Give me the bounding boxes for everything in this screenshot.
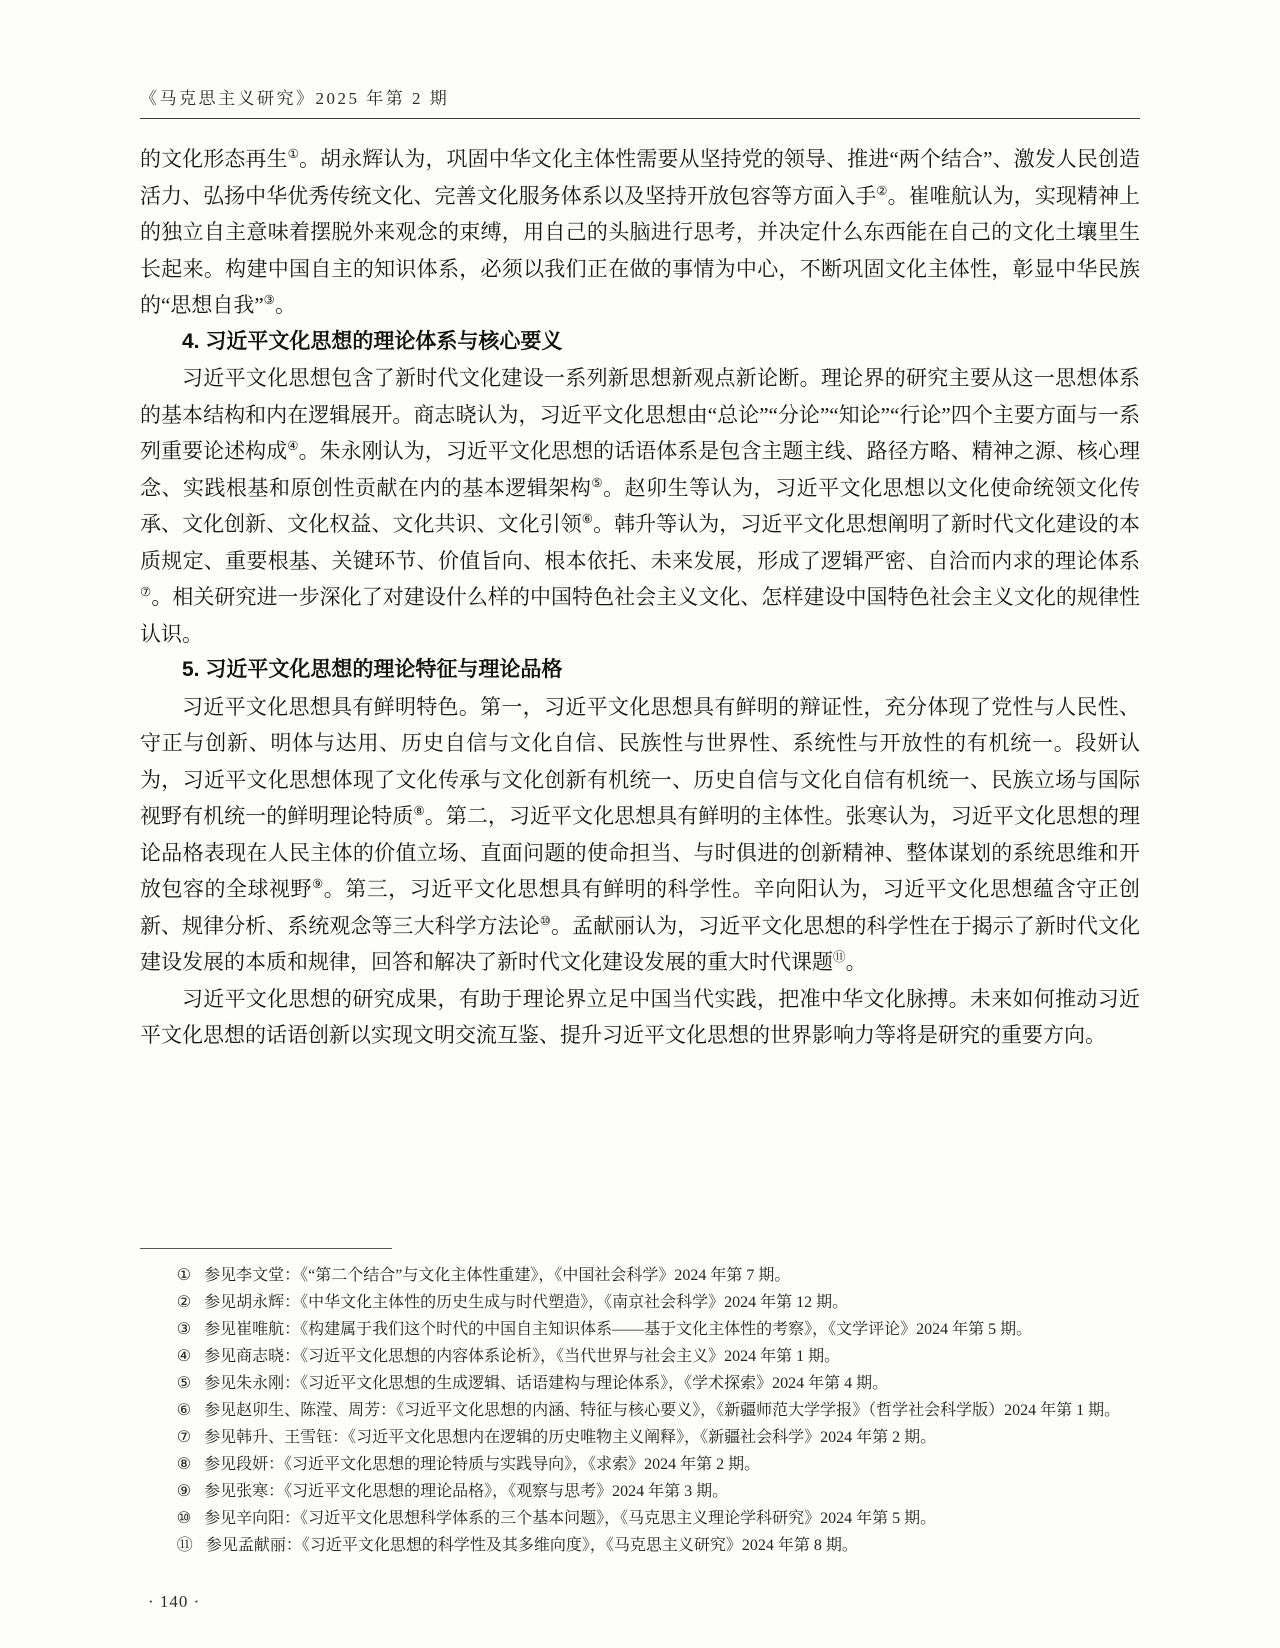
footnote-item [140,1316,1152,1343]
page-footer [148,1592,200,1612]
footnote-item [140,1505,1152,1532]
footnote-text: 参见赵卯生、陈滢、周芳：《习近平文化思想的内涵、特征与核心要义》，《新疆师范大学学报》（哲学社会科学版）2024 年第 1 期。 [204,1402,1121,1419]
page-header [140,84,1140,119]
footnote-marker: ② [176,1294,192,1311]
footnote-text: 参见韩升、王雪钰：《习近平文化思想内在逻辑的历史唯物主义阐释》，《新疆社会科学》2024 年第 2 期。 [204,1429,937,1446]
footnote-item [140,1451,1152,1478]
footnote-item [140,1532,1152,1559]
footnote-marker: ① [176,1267,192,1284]
footnote-marker: ⑥ [176,1402,192,1419]
footnote-item [140,1370,1152,1397]
footnote-item [140,1478,1152,1505]
section-4-paragraph: 习近平文化思想包含了新时代文化建设一系列新思想新观点新论断。理论界的研究主要从这一思想体系的基本结构和内在逻辑展开。商志晓认为，习近平文化思想由“总论”“分论”“知论”“行论”四个主要方面与一系列重要论述构成④。朱永刚认为，习近平文化思想的话语体系是包含主题主线、路径方略、精神之源、核心理念、实践根基和原创性贡献在内的基本逻辑架构⑤。赵卯生等认为，习近平文化思想以文化使命统领文化传承、文化创新、文化权益、文化共识、文化引领⑥。韩升等认为，习近平文化思想阐明了新时代文化建设的本质规定、重要根基、关键环节、价值旨向、根本依托、未来发展，形成了逻辑严密、自洽而内求的理论体系⑦。相关研究进一步深化了对建设什么样的中国特色社会主义文化、怎样建设中国特色社会主义文化的规律性认识。 [140,366,1141,646]
footnote-item [140,1424,1152,1451]
footnote-marker: ③ [176,1321,192,1338]
footnote-divider [140,1248,392,1249]
footnote-text: 参见朱永刚：《习近平文化思想的生成逻辑、话语建构与理论体系》，《学术探索》2024 年第 4 期。 [204,1375,889,1392]
section-4-heading: 4. 习近平文化思想的理论体系与核心要义 [182,329,563,353]
footnote-item [140,1397,1152,1424]
footnote-text: 参见李文堂：《“第二个结合”与文化主体性重建》，《中国社会科学》2024 年第 7 期。 [204,1267,791,1284]
footnote-marker: ④ [176,1348,192,1365]
footnote-text: 参见张寒：《习近平文化思想的理论品格》，《观察与思考》2024 年第 3 期。 [204,1483,729,1500]
footnote-marker: ⑤ [176,1375,192,1392]
footnote-text: 参见胡永辉：《中华文化主体性的历史生成与时代塑造》，《南京社会科学》2024 年第 12 期。 [204,1294,849,1311]
footnote-text: 参见崔唯航：《构建属于我们这个时代的中国自主知识体系——基于文化主体性的考察》，《文学评论》2024 年第 5 期。 [204,1321,1033,1338]
footnotes-section [140,1248,1152,1559]
paragraph-continuation: 的文化形态再生①。胡永辉认为，巩固中华文化主体性需要从坚持党的领导、推进“两个结合”、激发人民创造活力、弘扬中华优秀传统文化、完善文化服务体系以及坚持开放包容等方面入手②。崔唯航认为，实现精神上的独立自主意味着摆脱外来观念的束缚，用自己的头脑进行思考，并决定什么东西能在自己的文化土壤里生长起来。构建中国自主的知识体系，必须以我们正在做的事情为中心，不断巩固文化主体性，彰显中华民族的“思想自我”③。 [140,147,1140,317]
footnote-marker: ⑧ [176,1456,192,1473]
footnote-marker: ⑩ [176,1510,192,1527]
footnote-text: 参见辛向阳：《习近平文化思想科学体系的三个基本问题》，《马克思主义理论学科研究》2024 年第 5 期。 [204,1510,937,1527]
section-5-heading: 5. 习近平文化思想的理论特征与理论品格 [182,658,563,681]
footnote-item [140,1343,1152,1370]
page-number: · 140 · [148,1592,201,1611]
closing-paragraph: 习近平文化思想的研究成果，有助于理论界立足中国当代实践，把准中华文化脉搏。未来如何推动习近平文化思想的话语创新以实现文明交流互鉴、提升习近平文化思想的世界影响力等将是研究的重要方向。 [140,986,1140,1047]
article-body [140,141,1140,1054]
journal-title-line: 《马克思主义研究》2025 年第 2 期 [140,89,450,108]
footnote-item [140,1262,1152,1289]
footnote-text: 参见商志晓：《习近平文化思想的内容体系论析》，《当代世界与社会主义》2024 年第 1 期。 [204,1348,841,1365]
footnote-item [140,1289,1152,1316]
footnote-text: 参见段妍：《习近平文化思想的理论特质与实践导向》，《求索》2024 年第 2 期。 [204,1456,761,1473]
footnote-marker: ⑪ [176,1537,193,1554]
footnote-text: 参见孟献丽：《习近平文化思想的科学性及其多维向度》，《马克思主义研究》2024 年第 8 期。 [205,1537,858,1554]
header-divider [140,118,1140,119]
footnote-marker: ⑦ [176,1429,192,1446]
section-5-paragraph: 习近平文化思想具有鲜明特色。第一，习近平文化思想具有鲜明的辩证性，充分体现了党性与人民性、守正与创新、明体与达用、历史自信与文化自信、民族性与世界性、系统性与开放性的有机统一。段妍认为，习近平文化思想体现了文化传承与文化创新有机统一、历史自信与文化自信有机统一、民族立场与国际视野有机统一的鲜明理论特质⑧。第二，习近平文化思想具有鲜明的主体性。张寒认为，习近平文化思想的理论品格表现在人民主体的价值立场、直面问题的使命担当、与时俱进的创新精神、整体谋划的系统思维和开放包容的全球视野⑨。第三，习近平文化思想具有鲜明的科学性。辛向阳认为，习近平文化思想蕴含守正创新、规律分析、系统观念等三大科学方法论⑩。孟献丽认为，习近平文化思想的科学性在于揭示了新时代文化建设发展的本质和规律，回答和解决了新时代文化建设发展的重大时代课题⑪。 [140,694,1141,974]
footnote-marker: ⑨ [176,1483,192,1500]
